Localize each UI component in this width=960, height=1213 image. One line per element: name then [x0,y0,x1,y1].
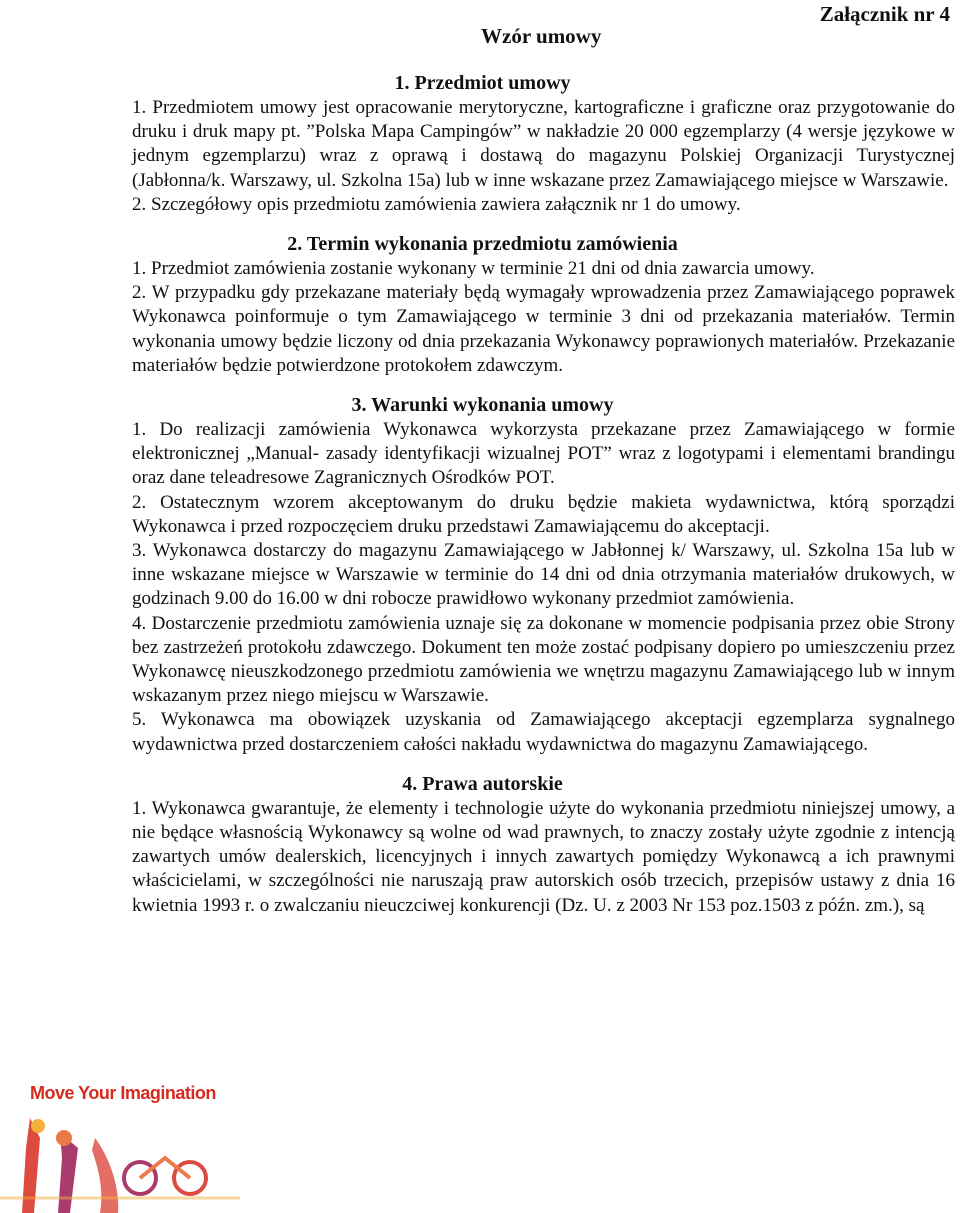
section-2-item-1: 1. Przedmiot zamówienia zostanie wykonany w terminie 21 dni od dnia zawarcia umowy. [132,258,815,280]
section-4-item-1: 1. Wykonawca gwarantuje, że elementy i technologie użyte do wykonania przedmiotu niniejszej umowy, a nie będące własnością Wykonawcy są wolne od wad prawnych, to znaczy zostały użyte zgodnie z intencją zawartych umów dealerskich, licencyjnych i innych zawartych pomiędzy Wykonawcą a ich prawnymi właścicielami, w szczególności nie naruszają praw autorskich osób trzecich, przepisów ustawy z dnia 16 kwietnia 1993 r. o zwalczaniu nieuczciwej konkurencji (Dz. U. z 2003 Nr 153 poz.1503 z późn. zm.), są [132,797,955,916]
section-3-item-3: 3. Wykonawca dostarczy do magazynu Zamawiającego w Jabłonnej k/ Warszawy, ul. Szkolna 15a lub w inne wskazane miejsce w Warszawie w terminie do 14 dni od dnia otrzymania materiałów drukowych, w godzinach 9.00 do 16.00 w dni robocze prawidłowo wykonany przedmiot zamówienia. [132,540,955,610]
document-body [10,70,955,918]
section-heading-1: 1. Przedmiot umowy [394,72,571,94]
section-2-item-2: 2. W przypadku gdy przekazane materiały będą wymagały wprowadzenia przez Zamawiającego poprawek Wykonawca poinformuje o tym Zamawiającego w terminie 3 dni od przekazania materiałów. Termin wykonania umowy będzie liczony od dnia przekazania Wykonawcy poprawionych materiałów. Przekazanie materiałów będzie potwierdzone protokołem zdawczym. [132,282,955,376]
section-3-item-5: 5. Wykonawca ma obowiązek uzyskania od Zamawiającego akceptacji egzemplarza sygnalnego wydawnictwa przed dostarczeniem całości nakładu wydawnictwa do magazynu Zamawiającego. [132,709,955,755]
section-3-item-1: 1. Do realizacji zamówienia Wykonawca wykorzysta przekazane przez Zamawiającego w formie elektronicznej „Manual- zasady identyfikacji wizualnej POT” wraz z logotypami i elementami brandingu oraz dane teleadresowe Zagranicznych Ośrodków POT. [132,419,955,489]
logo-text: Move Your Imagination [30,1083,216,1103]
section-1-item-2: 2. Szczegółowy opis przedmiotu zamówienia zawiera załącznik nr 1 do umowy. [132,193,741,215]
section-3-item-2: 2. Ostatecznym wzorem akceptowanym do druku będzie makieta wydawnictwa, którą sporządzi Wykonawca i przed rozpoczęciem druku przedstawi Zamawiającemu do akceptacji. [132,491,955,537]
section-heading-2: 2. Termin wykonania przedmiotu zamówienia [287,233,678,256]
section-3-item-4: 4. Dostarczenie przedmiotu zamówienia uznaje się za dokonane w momencie podpisania przez obie Strony bez zastrzeżeń protokołu zdawczego. Dokument ten może zostać podpisany dopiero po umieszczeniu przez Wykonawcę nieuszkodzonego przedmiotu zamówienia we wnętrzu magazynu Zamawiającego lub w innym wskazanym przez niego miejscu w Warszawie. [132,612,955,707]
attachment-label: Załącznik nr 4 [819,2,950,26]
section-heading-4: 4. Prawa autorskie [402,772,563,795]
section-1-item-1: 1. Przedmiotem umowy jest opracowanie merytoryczne, kartograficzne i graficzne oraz przygotowanie do druku i druk mapy pt. ”Polska Mapa Campingów” w nakładzie 20 000 egzemplarzy (4 wersje językowe w jednym egzemplarzu) wraz z oprawą i dostawą do magazynu Polskiej Organizacji Turystycznej (Jabłonna/k. Warszawy, ul. Szkolna 15a) lub w inne wskazane przez Zamawiającego miejsce w Warszawie. [132,97,955,191]
document-title: Wzór umowy [481,24,602,48]
section-heading-3: 3. Warunki wykonania umowy [351,394,614,417]
